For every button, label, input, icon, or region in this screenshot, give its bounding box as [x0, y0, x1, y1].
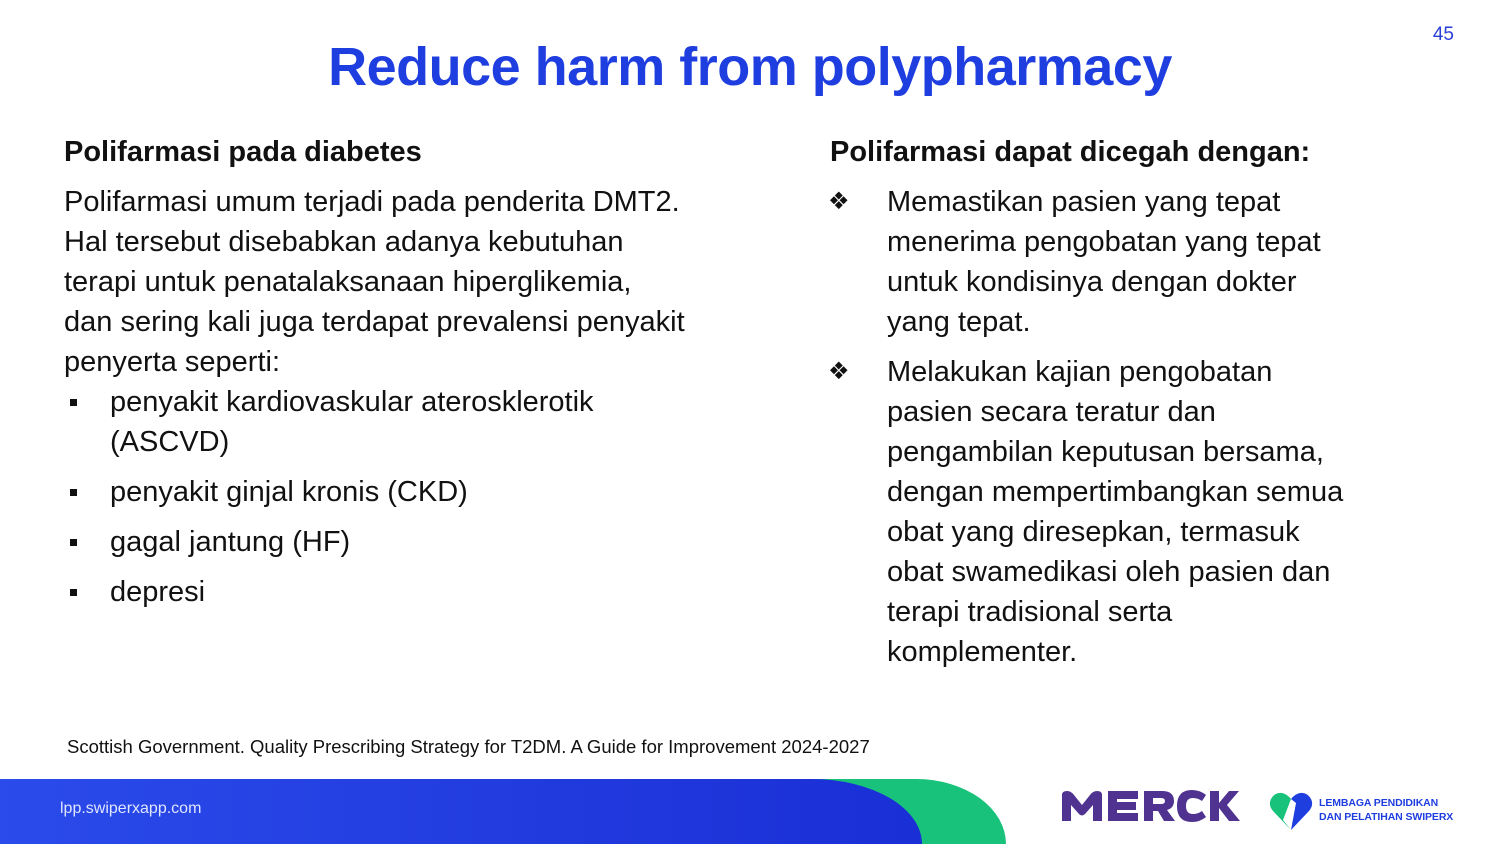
left-column — [64, 132, 814, 622]
diamond-bullet-icon: ❖ — [828, 358, 850, 385]
list-item-line: penyakit ginjal kronis (CKD) — [110, 476, 468, 508]
square-bullet-icon — [70, 399, 77, 406]
paragraph-line: Polifarmasi umum terjadi pada penderita DMT2. — [64, 186, 680, 218]
swiperx-logo — [1268, 790, 1478, 832]
citation: Scottish Government. Quality Prescribing Strategy for T2DM. A Guide for Improvement 2024-2027 — [67, 736, 870, 757]
paragraph-line: penyerta seperti: — [64, 346, 281, 378]
list-item-line: pasien secara teratur dan — [887, 396, 1216, 428]
list-item-line: penyakit kardiovaskular aterosklerotik — [110, 386, 594, 418]
page-number: 45 — [1432, 24, 1454, 45]
list-item — [64, 382, 814, 462]
list-item — [64, 472, 814, 512]
left-paragraph — [64, 182, 814, 382]
list-item-line: pengambilan keputusan bersama, — [887, 436, 1324, 468]
lpp-line-1: LEMBAGA PENDIDIKAN — [1319, 797, 1439, 809]
square-bullet-icon — [70, 489, 77, 496]
slide-title: Reduce harm from polypharmacy — [328, 37, 1172, 97]
square-bullet-icon — [70, 589, 77, 596]
list-item-line: gagal jantung (HF) — [110, 526, 351, 558]
paragraph-line: dan sering kali juga terdapat prevalensi penyakit — [64, 306, 685, 338]
list-item-line: Memastikan pasien yang tepat — [887, 186, 1281, 218]
list-item-line: (ASCVD) — [110, 426, 230, 458]
list-item-line: yang tepat. — [887, 306, 1031, 338]
list-item-line: dengan mempertimbangkan semua — [887, 476, 1344, 508]
list-item-line: Melakukan kajian pengobatan — [887, 356, 1273, 388]
list-item — [64, 572, 814, 612]
list-item-line: komplementer. — [887, 636, 1078, 668]
list-item-line: obat swamedikasi oleh pasien dan — [887, 556, 1331, 588]
list-item — [830, 352, 1470, 672]
merck-logo — [1060, 789, 1240, 823]
left-heading: Polifarmasi pada diabetes — [64, 136, 422, 168]
list-item-line: depresi — [110, 576, 206, 608]
comorbidity-list — [64, 382, 814, 612]
heart-icon — [1268, 790, 1314, 832]
list-item-line: untuk kondisinya dengan dokter — [887, 266, 1297, 298]
lpp-line-2: DAN PELATIHAN SWIPERX — [1319, 811, 1454, 823]
list-item-line: obat yang diresepkan, termasuk — [887, 516, 1300, 548]
list-item-line: menerima pengobatan yang tepat — [887, 226, 1321, 258]
diamond-bullet-icon: ❖ — [828, 188, 850, 215]
prevention-list — [830, 182, 1470, 672]
list-item — [64, 522, 814, 562]
square-bullet-icon — [70, 539, 77, 546]
list-item-line: terapi tradisional serta — [887, 596, 1173, 628]
right-heading: Polifarmasi dapat dicegah dengan: — [830, 136, 1311, 168]
paragraph-line: Hal tersebut disebabkan adanya kebutuhan — [64, 226, 624, 258]
paragraph-line: terapi untuk penatalaksanaan hiperglikemia, — [64, 266, 632, 298]
list-item — [830, 182, 1470, 342]
footer-url-link[interactable]: lpp.swiperxapp.com — [60, 800, 202, 817]
right-column — [830, 132, 1470, 682]
